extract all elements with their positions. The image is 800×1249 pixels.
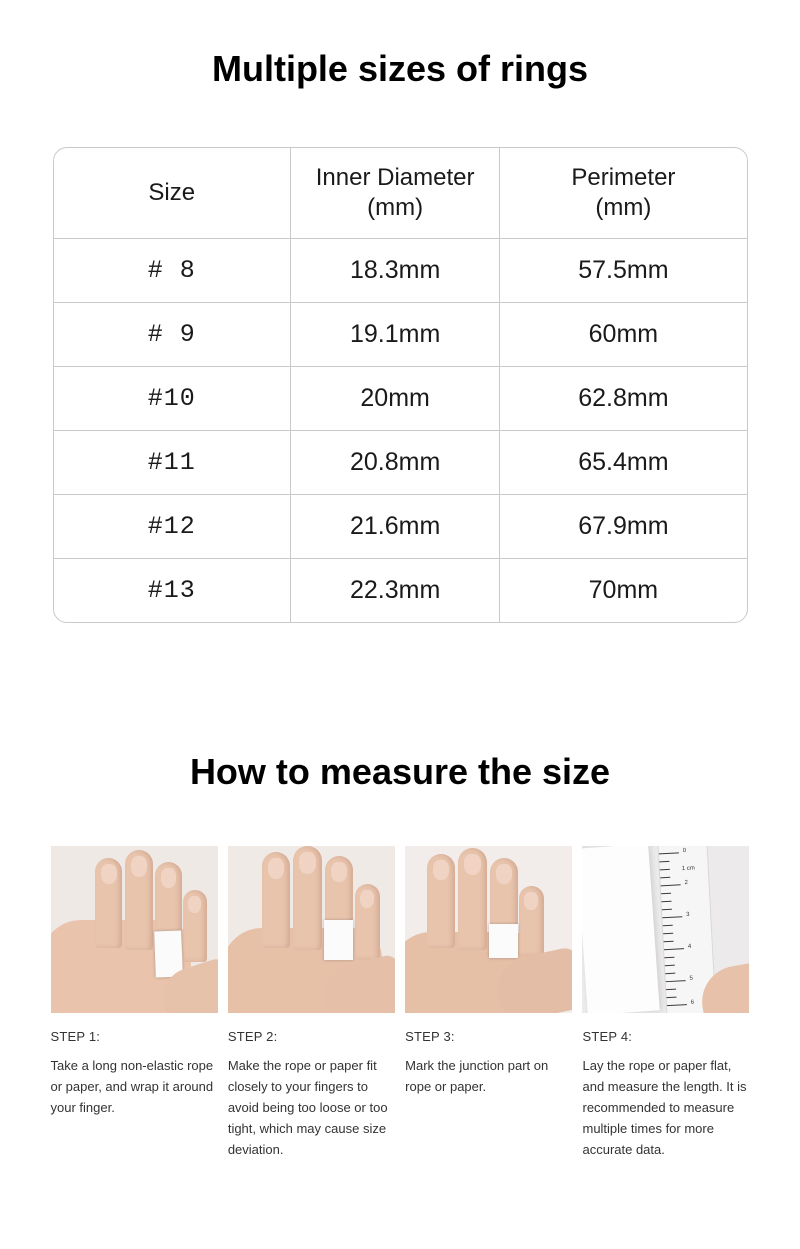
ruler-measuring-paper-photo xyxy=(582,846,749,1013)
measure-steps-list xyxy=(51,846,750,1160)
list-item xyxy=(582,846,749,1160)
column-header-perimeter xyxy=(500,148,747,239)
column-header-inner-diameter-label: Inner Diameter xyxy=(315,164,475,191)
cell-size: # 8 xyxy=(54,239,291,303)
ruler-zero-label: 0 xyxy=(683,847,687,855)
cell-perimeter: 67.9mm xyxy=(500,495,747,559)
ruler-tick-label: 6 xyxy=(691,999,695,1006)
table-row xyxy=(54,495,747,559)
cell-perimeter: 70mm xyxy=(500,559,747,623)
cell-inner-diameter: 18.3mm xyxy=(291,239,500,303)
table-row xyxy=(54,367,747,431)
measure-section-title: How to measure the size xyxy=(189,751,611,792)
cell-size: # 9 xyxy=(54,303,291,367)
ruler-tick-label: 3 xyxy=(686,911,691,919)
cell-size: #12 xyxy=(54,495,291,559)
table-header-row xyxy=(54,148,747,239)
cell-size: #11 xyxy=(54,431,291,495)
cell-inner-diameter: 19.1mm xyxy=(291,303,500,367)
ruler-unit-label: 1 cm xyxy=(682,865,696,873)
column-header-perimeter-unit: (mm) xyxy=(595,194,652,221)
column-header-size-label: Size xyxy=(148,179,196,206)
cell-perimeter: 57.5mm xyxy=(500,239,747,303)
cell-size: #10 xyxy=(54,367,291,431)
cell-perimeter: 60mm xyxy=(500,303,747,367)
column-header-inner-diameter xyxy=(291,148,500,239)
cell-perimeter: 65.4mm xyxy=(500,431,747,495)
list-item xyxy=(405,846,572,1160)
list-item xyxy=(51,846,218,1160)
page-title: Multiple sizes of rings xyxy=(211,48,589,89)
column-header-perimeter-label: Perimeter xyxy=(571,164,676,191)
cell-inner-diameter: 20.8mm xyxy=(291,431,500,495)
step-label: STEP 3: xyxy=(405,1029,455,1044)
step-description: Take a long non-elastic rope or paper, and wrap it around your finger. xyxy=(50,1058,214,1116)
ring-size-table xyxy=(54,148,747,622)
step-label: STEP 2: xyxy=(227,1029,278,1044)
step-label: STEP 1: xyxy=(50,1029,101,1044)
step-label: STEP 4: xyxy=(582,1029,633,1044)
column-header-inner-diameter-unit: (mm) xyxy=(367,194,424,221)
list-item xyxy=(228,846,395,1160)
ruler-tick-label: 4 xyxy=(688,943,692,950)
hand-fitting-paper-photo xyxy=(228,846,395,1013)
cell-inner-diameter: 21.6mm xyxy=(291,495,500,559)
cell-size: #13 xyxy=(54,559,291,623)
table-row xyxy=(54,559,747,623)
step-description: Mark the junction part on rope or paper. xyxy=(405,1058,549,1095)
cell-inner-diameter: 22.3mm xyxy=(291,559,500,623)
ruler-tick-label: 2 xyxy=(684,879,689,887)
table-row xyxy=(54,303,747,367)
table-row xyxy=(54,431,747,495)
step-description: Make the rope or paper fit closely to your fingers to avoid being too loose or too tight, which may cause size deviation. xyxy=(227,1058,388,1158)
hand-wrapping-paper-photo xyxy=(51,846,218,1013)
column-header-size xyxy=(54,148,291,239)
table-row xyxy=(54,239,747,303)
cell-inner-diameter: 20mm xyxy=(291,367,500,431)
ruler-tick-label: 5 xyxy=(689,975,694,982)
cell-perimeter: 62.8mm xyxy=(500,367,747,431)
step-description: Lay the rope or paper flat, and measure the length. It is recommended to measure multiple times for more accurate data. xyxy=(582,1058,747,1158)
hand-marking-paper-photo xyxy=(405,846,572,1013)
size-table-container xyxy=(53,147,748,623)
